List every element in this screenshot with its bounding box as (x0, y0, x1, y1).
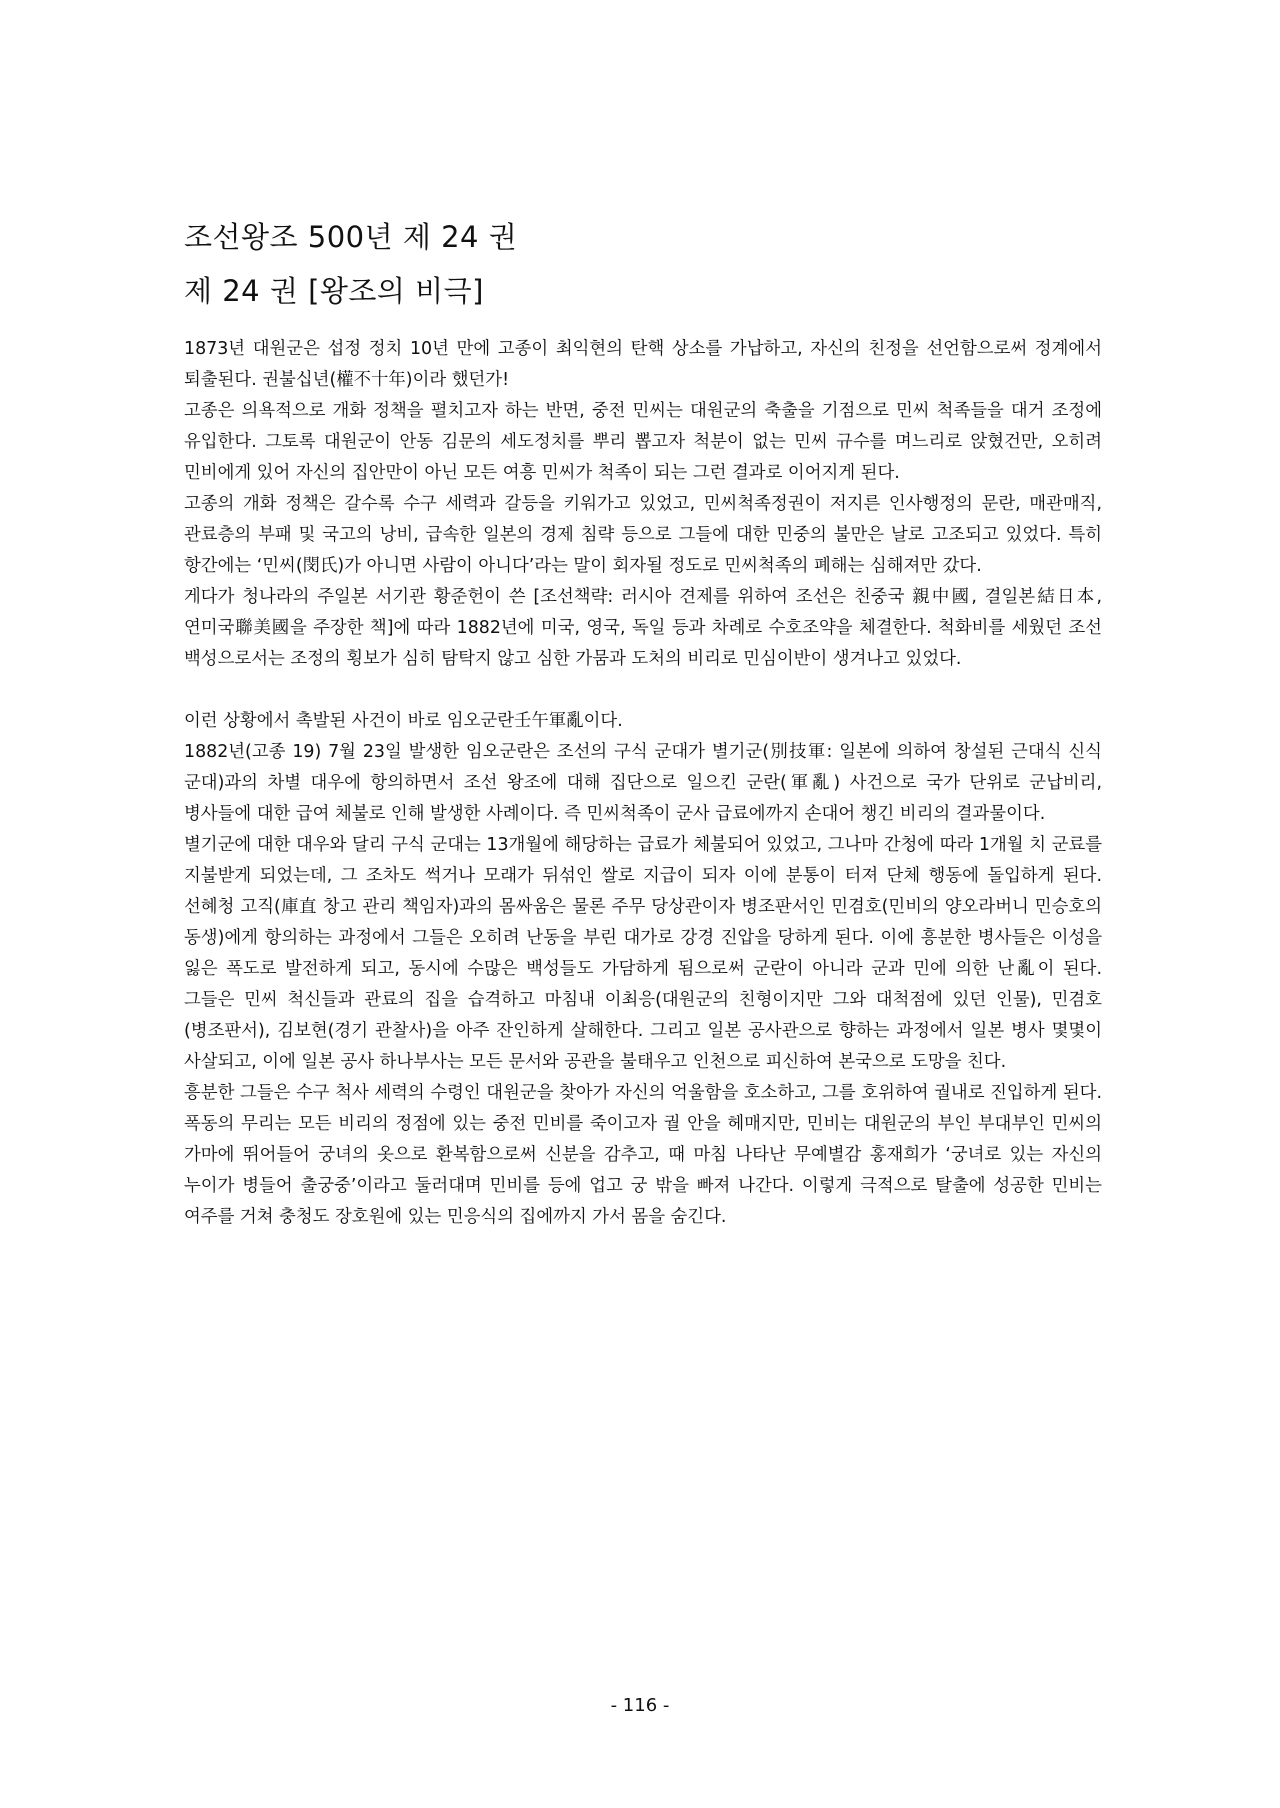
paragraph: 1882년(고종 19) 7월 23일 발생한 임오군란은 조선의 구식 군대가 별기군(別技軍: 일본에 의하여 창설된 근대식 신식 군대)과의 차별 대우에 항의하면서 조선 왕조에 대해 집단으로 일으킨 군란(軍亂) 사건으로 국가 단위로 군납비리, 병사들에 대한 급여 체불로 인해 발생한 사례이다. 즉 민씨척족이 군사 급료에까지 손대어 챙긴 비리의 결과물이다. (184, 742, 1102, 824)
body-text (184, 334, 1102, 1233)
book-title: 조선왕조 500년 제 24 권 (184, 220, 518, 254)
paragraph: 고종의 개화 정책은 갈수록 수구 세력과 갈등을 키워가고 있었고, 민씨척족정권이 저지른 인사행정의 문란, 매관매직, 관료층의 부패 및 국고의 낭비, 급속한 일본의 경제 침략 등으로 그들에 대한 민중의 불만은 날로 고조되고 있었다. 특히 항간에는 ‘민씨(閔氏)가 아니면 사람이 아니다’라는 말이 회자될 정도로 민씨척족의 폐해는 심해져만 갔다. (184, 494, 1102, 576)
paragraph: 1873년 대원군은 섭정 정치 10년 만에 고종이 최익현의 탄핵 상소를 가납하고, 자신의 친정을 선언함으로써 정계에서 퇴출된다. 권불십년(權不十年)이라 했던가! (184, 339, 1102, 390)
chapter-title: 제 24 권 [왕조의 비극] (184, 274, 485, 308)
paragraph: 이런 상황에서 촉발된 사건이 바로 임오군란壬午軍亂이다. (184, 711, 623, 731)
paragraph: 흥분한 그들은 수구 척사 세력의 수령인 대원군을 찾아가 자신의 억울함을 호소하고, 그를 호위하여 궐내로 진입하게 된다. 폭동의 무리는 모든 비리의 정점에 있는 중전 민비를 죽이고자 궐 안을 헤매지만, 민비는 대원군의 부인 부대부인 민씨의 가마에 뛰어들어 궁녀의 옷으로 환복함으로써 신분을 감추고, 때 마침 나타난 무예별감 홍재희가 ‘궁녀로 있는 자신의 누이가 병들어 출궁중’이라고 둘러대며 민비를 등에 업고 궁 밖을 빠져 나간다. 이렇게 극적으로 탈출에 성공한 민비는 여주를 거쳐 충청도 장호원에 있는 민응식의 집에까지 가서 몸을 숨긴다. (184, 1083, 1102, 1227)
page-number: - 116 - (610, 1695, 670, 1716)
paragraph: 게다가 청나라의 주일본 서기관 황준헌이 쓴 [조선책략: 러시아 견제를 위하여 조선은 친중국 親中國, 결일본結日本, 연미국聯美國을 주장한 책]에 따라 1882년에 미국, 영국, 독일 등과 차례로 수호조약을 체결한다. 척화비를 세웠던 조선 백성으로서는 조정의 횡보가 심히 탐탁지 않고 심한 가뭄과 도처의 비리로 민심이반이 생겨나고 있었다. (184, 587, 1102, 669)
title-block (184, 210, 1104, 318)
paragraph: 별기군에 대한 대우와 달리 구식 군대는 13개월에 해당하는 급료가 체불되어 있었고, 그나마 간청에 따라 1개월 치 군료를 지불받게 되었는데, 그 조차도 썩거나 모래가 뒤섞인 쌀로 지급이 되자 이에 분통이 터져 단체 행동에 돌입하게 된다. 선혜청 고직(庫直 창고 관리 책임자)과의 몸싸움은 물론 주무 당상관이자 병조판서인 민겸호(민비의 양오라버니 민승호의 동생)에게 항의하는 과정에서 그들은 오히려 난동을 부린 대가로 강경 진압을 당하게 된다. 이에 흥분한 병사들은 이성을 잃은 폭도로 발전하게 되고, 동시에 수많은 백성들도 가담하게 됨으로써 군란이 아니라 군과 민에 의한 난亂이 된다. 그들은 민씨 척신들과 관료의 집을 습격하고 마침내 이최응(대원군의 친형이지만 그와 대척점에 있던 인물), 민겸호(병조판서), 김보현(경기 관찰사)을 아주 잔인하게 살해한다. 그리고 일본 공사관으로 향하는 과정에서 일본 병사 몇몇이 사살되고, 이에 일본 공사 하나부사는 모든 문서와 공관을 불태우고 인천으로 피신하여 본국으로 도망을 친다. (184, 835, 1102, 1072)
paragraph: 고종은 의욕적으로 개화 정책을 펼치고자 하는 반면, 중전 민씨는 대원군의 축출을 기점으로 민씨 척족들을 대거 조정에 유입한다. 그토록 대원군이 안동 김문의 세도정치를 뿌리 뽑고자 척분이 없는 민씨 규수를 며느리로 앉혔건만, 오히려 민비에게 있어 자신의 집안만이 아닌 모든 여흥 민씨가 척족이 되는 그런 결과로 이어지게 된다. (184, 401, 1102, 483)
